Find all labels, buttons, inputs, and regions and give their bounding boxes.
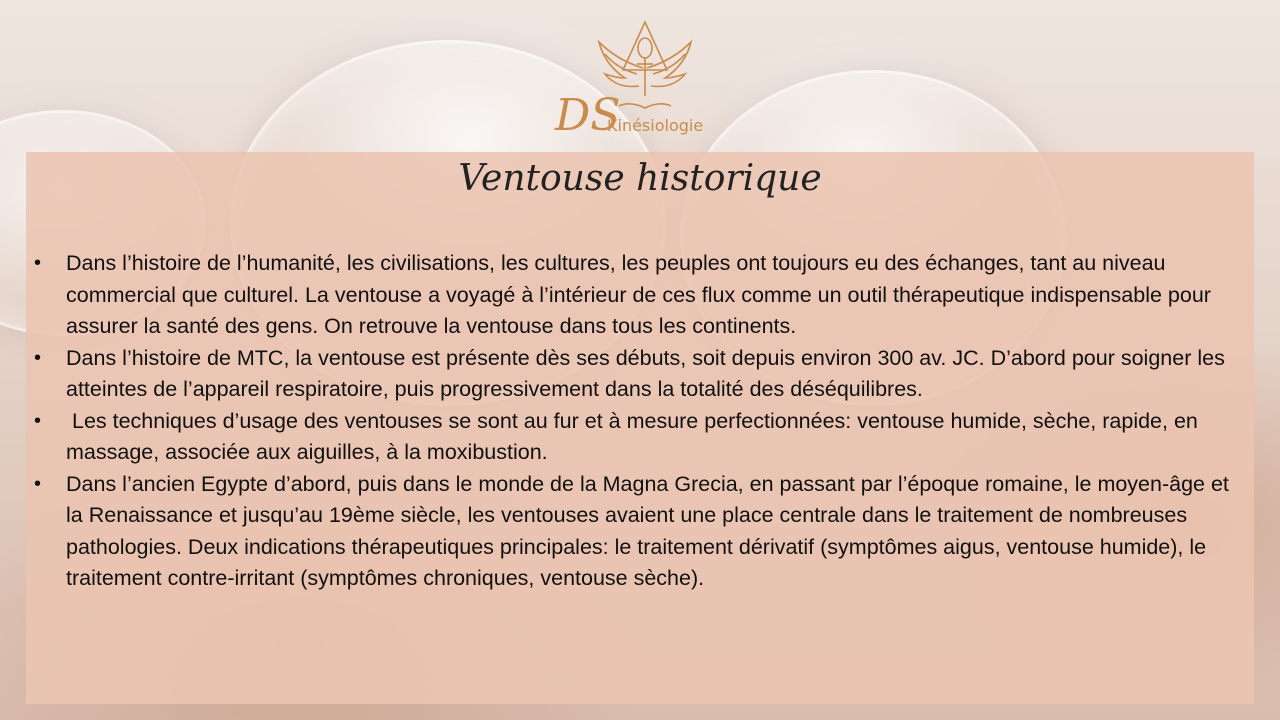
bullet-text: Dans l’histoire de l’humanité, les civilisations, les cultures, les peuples ont toujours eu des échanges, tant au niveau commercial que culturel. La ventouse a voyagé à l’intérieur de ces flux comme un outil thérapeutique indispensable pour assurer la santé des gens. On retrouve la ventouse dans tous les continents. [66, 251, 1211, 338]
bullet-text: Dans l’ancien Egypte d’abord, puis dans le monde de la Magna Grecia, en passant par l’époque romaine, le moyen-âge et la Renaissance et jusqu’au 19ème siècle, les ventouses avaient une place centrale dans le traitement de nombreuses pathologies. Deux indications thérapeutiques principales: le traitement dérivatif (symptômes aigus, ventouse humide), le traitement contre-irritant (symptômes chroniques, ventouse sèche). [66, 471, 1229, 590]
bullet-text: Dans l’histoire de MTC, la ventouse est présente dès ses débuts, soit depuis environ 300 av. JC. D’abord pour soigner les atteintes de l’appareil respiratoire, puis progressivement dans la totalité des déséquilibres. [66, 345, 1225, 401]
bullet-icon: • [34, 472, 42, 495]
logo-wordmark: Kinésiologie [607, 116, 704, 135]
bullet-icon: • [34, 409, 42, 432]
bullet-icon: • [34, 346, 42, 369]
bullet-list [26, 248, 1254, 595]
logo-monogram: DS [555, 90, 621, 141]
bullet-icon: • [34, 252, 42, 274]
slide-title: Ventouse historique [458, 158, 822, 199]
content-panel [26, 152, 1254, 704]
list-item [26, 469, 1254, 595]
list-item [26, 406, 1254, 469]
list-item [26, 343, 1254, 406]
list-item [26, 248, 1254, 343]
bullet-text: Les techniques d’usage des ventouses se sont au fur et à mesure perfectionnées: ventouse humide, sèche, rapide, en massage, associée aux aiguilles, à la moxibustion. [66, 408, 1204, 464]
